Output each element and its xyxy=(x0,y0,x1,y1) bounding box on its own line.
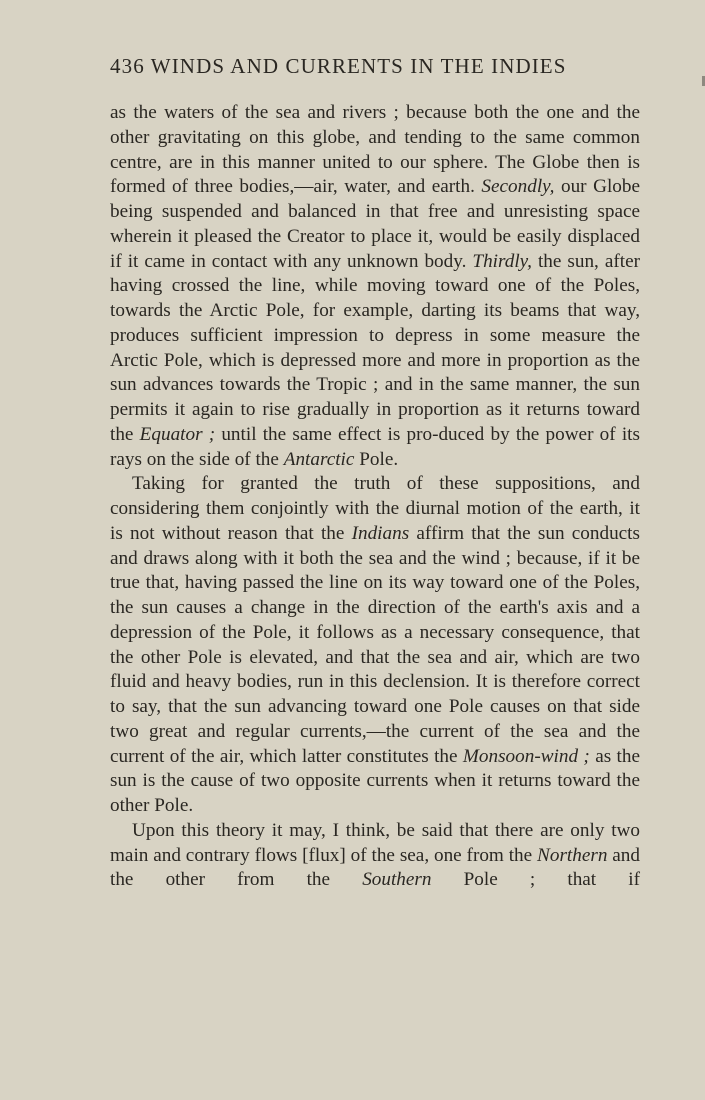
para2-italic-indians: Indians xyxy=(351,522,410,544)
para2-text-3: as the sun is the cause of two opposite currents when it returns toward the other Pole. xyxy=(110,745,641,816)
paragraph-2 xyxy=(110,472,640,819)
para1-italic-thirdly: Thirdly, xyxy=(472,250,532,272)
para1-text-3: the sun, after having crossed the line, while moving toward one of the Poles, towards the Arctic Pole, for example, darting its beams that way, produces sufficient impression to depress in some measure the Arctic Pole, which is depressed more and more in proportion as the sun advances towards the Tropic ; and in the same manner, the sun permits it again to rise gradually in proportion as it returns toward the xyxy=(110,250,640,445)
running-header xyxy=(110,54,630,79)
para3-text-1: Upon this theory it may, I think, be said that there are only two main and contrary flows [flux] of the sea, one from the xyxy=(110,819,640,866)
para3-text-2: and the other from the xyxy=(110,844,640,891)
running-title: WINDS AND CURRENTS IN THE INDIES xyxy=(150,54,567,78)
para2-italic-monsoon: Monsoon-wind ; xyxy=(462,745,590,767)
para2-text-1: Taking for granted the truth of these suppositions, and considering them conjointly with the diurnal motion of the earth, it is not without reason that the xyxy=(110,473,640,544)
para2-text-2: affirm that the sun conducts and draws along with it both the sea and the wind ; because, if it be true that, having passed the line on its way toward one of the Poles, the sun causes a change in the direction of the earth's axis and a depression of the Pole, it follows as a necessary consequence, that the other Pole is elevated, and that the sea and air, which are two fluid and heavy bodies, run in this declension. It is therefore correct to say, that the sun advancing toward one Pole causes on that side two great and regular currents,—the current of the sea and the current of the air, which latter constitutes the xyxy=(110,522,640,767)
para1-italic-secondly: Secondly, xyxy=(481,176,555,198)
para3-italic-southern: Southern xyxy=(362,869,432,891)
para1-text-4: until the same effect is pro-duced by the power of its rays on the side of the xyxy=(110,423,640,470)
para1-text-5: Pole. xyxy=(354,448,399,470)
page-number: 436 xyxy=(110,54,145,78)
paragraph-3 xyxy=(110,819,640,893)
para1-text-1: as the waters of the sea and rivers ; because both the one and the other gravitating on this globe, and tending to the same common centre, are in this manner united to our sphere. The Globe then is formed of three bodies,—air, water, and earth. xyxy=(110,102,640,198)
para3-italic-northern: Northern xyxy=(537,844,608,866)
para3-text-3: Pole ; that if xyxy=(431,869,640,891)
para1-text-2: our Globe being suspended and balanced in that free and unresisting space wherein it pleased the Creator to place it, would be easily displaced if it came in contact with any unknown body. xyxy=(110,176,640,272)
para1-italic-antarctic: Antarctic xyxy=(283,448,355,470)
paragraph-1 xyxy=(110,101,640,472)
para1-italic-equator: Equator ; xyxy=(139,423,216,445)
page-body xyxy=(110,101,640,893)
